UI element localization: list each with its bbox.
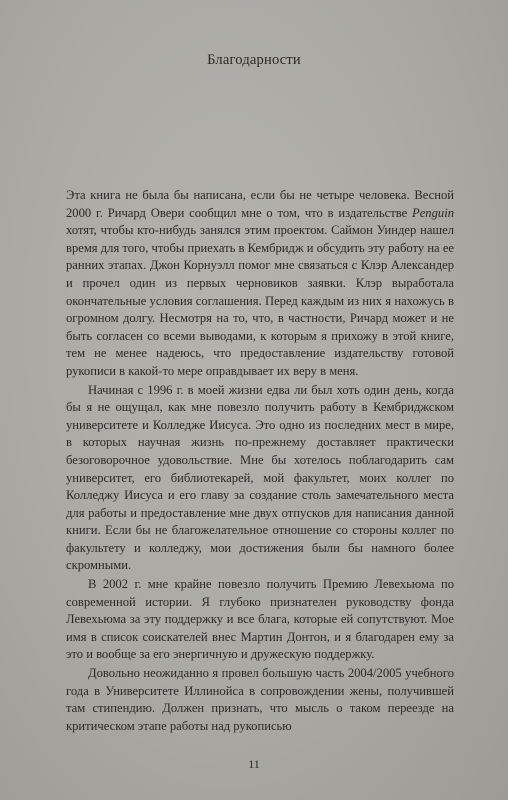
body-text [66, 187, 454, 735]
paragraph-2: Начиная с 1996 г. в моей жизни едва ли был хоть один день, когда бы я не ощущал, как мне повезло получить работу в Кембриджском университете и Колледже Иисуса. Это одно из последних мест в мире, в которых научная жизнь по-прежнему доставляет практически безоговорочное удовольствие. Мне бы хотелось поблагодарить сам университет, его библиотекарей, мой факультет, моих коллег по Колледжу Иисуса и его главу за создание столь замечательного места для работы и предоставление мне двух отпусков для написания данной книги. Если бы не благожелательное отношение со стороны коллег по факультету и колледжу, мои достижения были бы намного более скромными. [66, 382, 454, 573]
paragraph-1-text-start: Эта книга не была бы написана, если бы не четыре человека. Весной 2000 г. Ричард Овери сообщил мне о том, что в издательстве [66, 188, 454, 220]
paragraph-1 [66, 187, 454, 381]
paragraph-4: Довольно неожиданно я провел большую часть 2004/2005 учебного года в Университете Иллинойса в сопровождении жены, получившей там стипендию. Должен признать, что мысль о таком переезде на критическом этапе работы над рукописью [66, 666, 454, 733]
paragraph-3: В 2002 г. мне крайне повезло получить Премию Левехьюма по современной истории. Я глубоко признателен руководству фонда Левехьюма за эту поддержку и все блага, которые ей сопутствуют. Мое имя в список соискателей внес Мартин Донтон, и я благодарен ему за это и вообще за его энергичную и дружескую поддержку. [66, 577, 454, 662]
page-number: 11 [248, 757, 260, 771]
publisher-name: Penguin [412, 205, 454, 220]
page-title: Благодарности [207, 52, 301, 68]
paragraph-1-text-end: хотят, чтобы кто-нибудь занялся этим проектом. Саймон Уиндер нашел время для того, чтобы приехать в Кембридж и обсудить эту работу на ее ранних этапах. Джон Корнуэлл помог мне связаться с Клэр Александер и прочел один из первых черновиков заявки. Клэр выработала окончательные условия соглашения. Перед каждым из них я нахожусь в огромном долгу. Несмотря на то, что, в частности, Ричард может и не быть согласен со всеми выводами, к которым я прихожу в этой книге, тем не менее надеюсь, что предоставление издательству готовой рукописи в какой-то мере оправдывает их веру в меня. [66, 223, 454, 378]
